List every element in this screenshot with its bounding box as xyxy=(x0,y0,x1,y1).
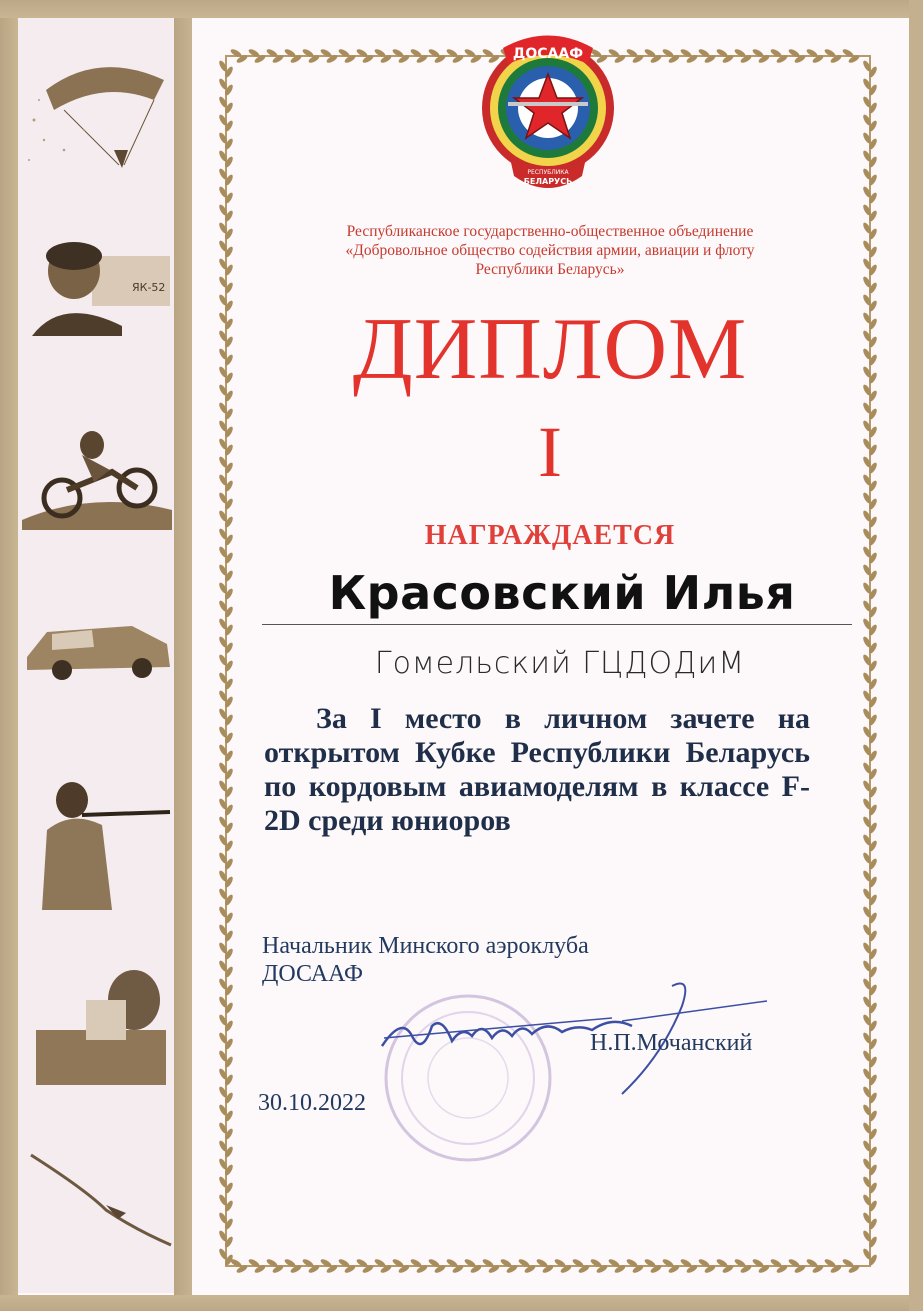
emblem-ribbon-line1: РЕСПУБЛИКА xyxy=(527,169,569,176)
chief-title-line-1: Начальник Минского аэроклуба xyxy=(262,933,589,959)
award-reason: За I место в личном зачете на открытом Кубке Республики Беларусь по кордовым авиамоделям в классе F-2D среди юниоров xyxy=(264,702,810,837)
rally-car-photo xyxy=(22,612,172,682)
recipient-underline xyxy=(262,624,852,625)
organization-name xyxy=(240,222,860,279)
gold-border-divider xyxy=(174,0,192,1311)
organization-line-1: Республиканское государственно-общественное объединение xyxy=(346,223,754,240)
parachute-photo xyxy=(24,50,174,170)
issue-date: 30.10.2022 xyxy=(258,1090,366,1116)
svg-text:ЯК-52: ЯК-52 xyxy=(132,281,166,294)
awarded-label: НАГРАЖДАЕТСЯ xyxy=(424,520,676,551)
gold-border-bottom xyxy=(0,1295,923,1311)
chief-title-line-2: ДОСААФ xyxy=(262,961,363,987)
glider-photo xyxy=(26,1150,176,1250)
pilot-photo xyxy=(22,226,172,336)
gold-border-top xyxy=(0,0,923,18)
recipient-institution: Гомельский ГЦДОДиМ xyxy=(374,646,746,681)
emblem-top-text: ДОСААФ xyxy=(512,46,584,62)
dosaaf-emblem-icon xyxy=(478,28,618,198)
organization-line-2: «Добровольное общество содействия армии, авиации и флоту xyxy=(345,242,755,259)
gold-border-left xyxy=(0,0,18,1311)
diver-photo xyxy=(26,960,166,1090)
gold-border-right xyxy=(909,0,923,1311)
signer-name: Н.П.Мочанский xyxy=(590,1030,753,1056)
diploma-degree: I xyxy=(538,412,562,492)
motocross-photo xyxy=(22,410,172,530)
shooter-photo xyxy=(22,770,172,910)
emblem-ribbon-line2: БЕЛАРУСЬ xyxy=(523,177,573,186)
organization-line-3: Республики Беларусь» xyxy=(475,261,625,278)
recipient-name: Красовский Илья xyxy=(328,566,796,620)
diploma-title: ДИПЛОМ xyxy=(352,301,748,398)
